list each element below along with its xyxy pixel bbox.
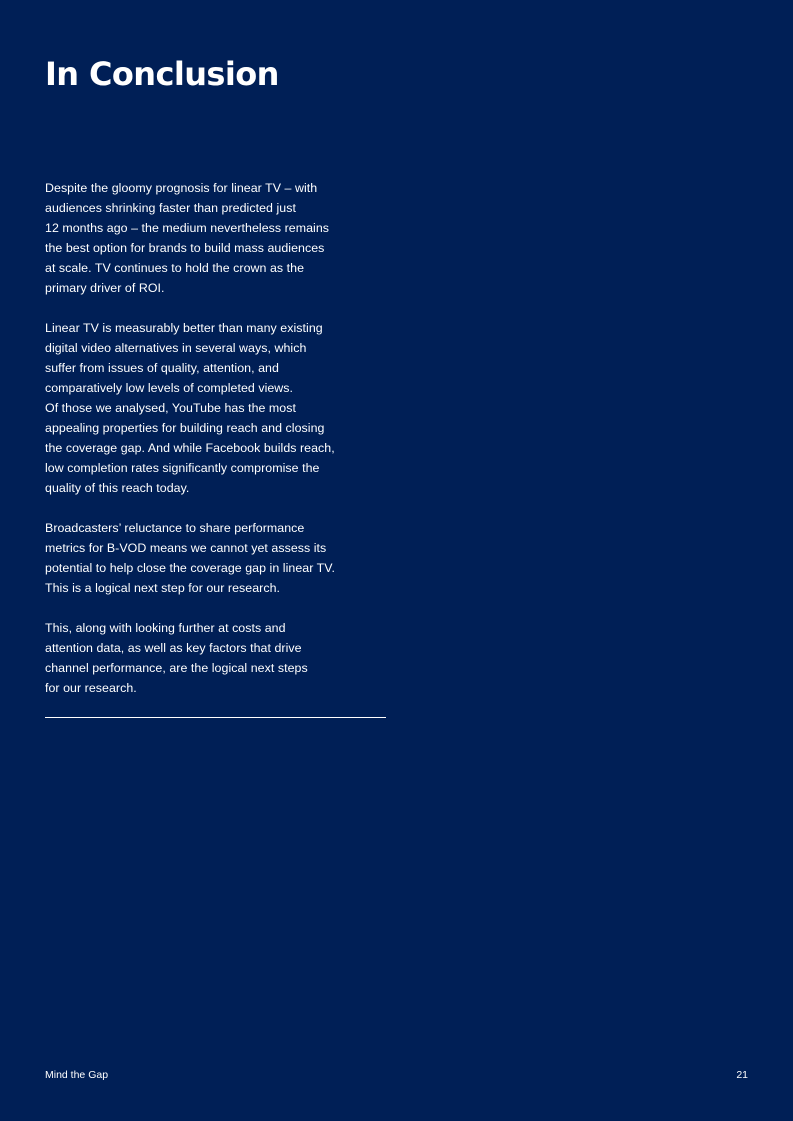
text-line: channel performance, are the logical next steps xyxy=(45,661,308,675)
text-line: quality of this reach today. xyxy=(45,481,190,495)
text-line: at scale. TV continues to hold the crown as the xyxy=(45,261,305,275)
paragraph-2 xyxy=(45,318,390,498)
text-line: Of those we analysed, YouTube has the most xyxy=(45,401,296,415)
footer-publication-title: Mind the Gap xyxy=(45,1069,109,1081)
text-line: 12 months ago – the medium nevertheless remains xyxy=(45,221,330,235)
text-line: the best option for brands to build mass audiences xyxy=(45,241,325,255)
text-line: This is a logical next step for our research. xyxy=(45,581,281,595)
paragraph-4 xyxy=(45,618,390,698)
body-text xyxy=(45,178,390,698)
text-line: appealing properties for building reach and closing xyxy=(45,421,325,435)
text-line: Despite the gloomy prognosis for linear TV – with xyxy=(45,181,318,195)
paragraph-1 xyxy=(45,178,390,298)
text-line: suffer from issues of quality, attention, and xyxy=(45,361,279,375)
text-line: for our research. xyxy=(45,681,137,695)
text-line: potential to help close the coverage gap in linear TV. xyxy=(45,561,335,575)
text-line: Broadcasters’ reluctance to share performance xyxy=(45,521,305,535)
text-line: This, along with looking further at costs and xyxy=(45,621,286,635)
text-line: low completion rates significantly compromise the xyxy=(45,461,320,475)
footer-page-number: 21 xyxy=(736,1069,748,1081)
text-line: Linear TV is measurably better than many existing xyxy=(45,321,323,335)
text-line: attention data, as well as key factors that drive xyxy=(45,641,302,655)
text-line: audiences shrinking faster than predicted just xyxy=(45,201,296,215)
section-divider xyxy=(45,717,386,718)
text-line: metrics for B-VOD means we cannot yet assess its xyxy=(45,541,327,555)
text-line: comparatively low levels of completed views. xyxy=(45,381,294,395)
page-title: In Conclusion xyxy=(45,55,279,93)
paragraph-3 xyxy=(45,518,390,598)
text-line: the coverage gap. And while Facebook builds reach, xyxy=(45,441,335,455)
text-line: digital video alternatives in several ways, which xyxy=(45,341,307,355)
text-line: primary driver of ROI. xyxy=(45,281,165,295)
